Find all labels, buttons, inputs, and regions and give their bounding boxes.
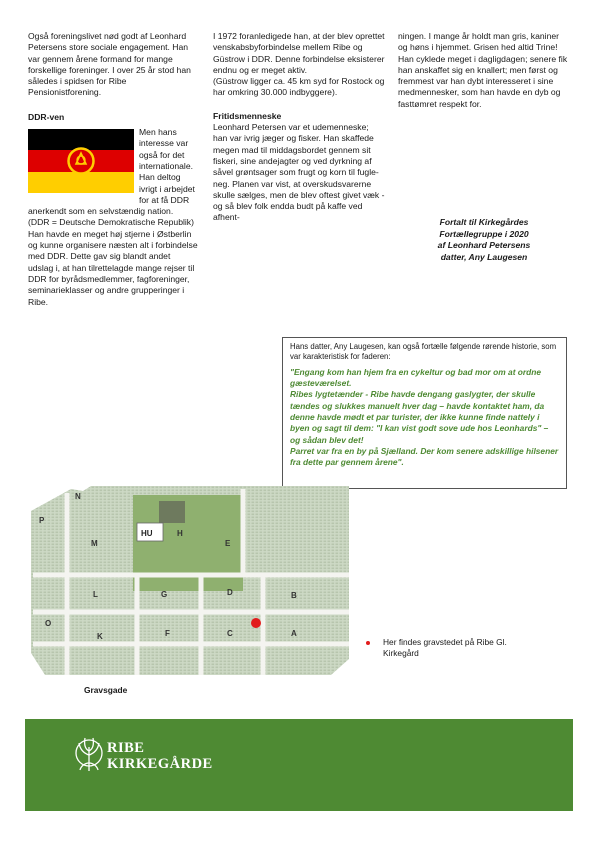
map-street-label: Gravsgade (84, 685, 128, 695)
story-intro: Hans datter, Any Laugesen, kan også fortælle følgende rørende historie, som var karakteristisk for faderen: (290, 342, 557, 362)
svg-text:L: L (93, 590, 98, 599)
svg-text:N: N (75, 492, 81, 501)
column-1 (28, 31, 198, 308)
footer-banner (25, 719, 573, 811)
paragraph-venskabsby: I 1972 foranledigede han, at der blev oprettet venskabsbyforbindelse mellem Ribe og Güstrow i DDR. Denne forbindelse eksisterer endnu og er meget aktiv. (213, 31, 385, 75)
paragraph-oestberlin: Han havde en meget høj stjerne i Østberlin og kunne organisere næsten alt i forbindelse med DDR. Dette gav sig blandt andet udslag i, at han tilrettelagde mange rejser til DDR for byrådsmedlemmer, fagforeninger, seminarieklasser og andre grupperinger i Ribe. (28, 228, 198, 307)
gdr-flag (28, 129, 134, 193)
cemetery-map (31, 483, 349, 683)
footer-logo-text (107, 740, 213, 772)
svg-text:H: H (177, 529, 183, 538)
legend-dot-icon (366, 641, 370, 645)
footer-line-1: RIBE (107, 740, 145, 756)
paragraph-ddr-interesse: Men hans interesse var også for det internationale. Han deltog ivrigt i arbejdet for at få DDR anerkendt som en selvstændig nation. (28, 127, 195, 217)
svg-text:M: M (91, 539, 98, 548)
svg-text:B: B (291, 591, 297, 600)
column-2 (213, 31, 385, 224)
heading-fritidsmenneske: Fritidsmenneske (213, 110, 282, 121)
svg-text:O: O (45, 619, 52, 628)
map-legend (366, 637, 536, 659)
svg-text:HU: HU (141, 529, 153, 538)
grave-location-marker (251, 618, 261, 628)
svg-text:E: E (225, 539, 231, 548)
heading-ddr-ven: DDR-ven (28, 111, 65, 122)
gdr-emblem-icon (67, 147, 95, 175)
paragraph-dyrehold: ningen. I mange år holdt man gris, kaniner og høns i hjemmet. Grisen hed altid Trine! Han cyklede meget i dagligdagen; senere fik han anskaffet sig en knallert; men først og fremmest var han dybt interesseret i sine medmennesker, som han havde en dyb og fasttømret respekt for. (398, 31, 568, 109)
credit-note (410, 217, 558, 263)
paragraph-guestrow: (Güstrow ligger ca. 45 km syd for Rostock og har omkring 30.000 indbyggere). (213, 76, 385, 98)
story-quote-2: Ribes lygtetænder - Ribe havde dengang gaslygter, der skulle tændes og slukkes manuelt hver dag – havde kontaktet ham, da denne havde mødt et par turister, der ikke kunne finde nattely i byen og sagt til dem: "I kan vist godt sove ude hos Leonhards" – og sådan blev det! (290, 389, 549, 445)
svg-text:D: D (227, 588, 233, 597)
svg-text:K: K (97, 632, 103, 641)
story-quote-3: Parret var fra en by på Sjælland. Der kom senere adskillige hilsener fra dette par gennem årene". (290, 445, 559, 468)
paragraph-udemenneske: Leonhard Petersen var et udemenneske; han var ivrig jæger og fisker. Han skaffede megen mad til middagsbordet gennem sit fiskeri, sine andejagter og ved dyrkning af såvel grøntsager som frugt og korn til fugle-neg. Planen var vist, at overskudsvarerne skulle sælges, men de blev oftest givet væk - og så blev folk endda budt på kaffe ved afhent- (213, 122, 385, 223)
column-3 (398, 31, 568, 110)
svg-text:C: C (227, 629, 233, 638)
credit-line-4: datter, Any Laugesen (440, 251, 528, 262)
legend-text: Her findes gravstedet på Ribe Gl. Kirkegård (383, 637, 507, 658)
credit-line-2: Fortællegruppe i 2020 (439, 228, 529, 239)
tree-logo-icon (75, 733, 103, 773)
svg-text:P: P (39, 516, 45, 525)
paragraph-foreningsliv: Også foreningslivet nød godt af Leonhard Petersens store sociale engagement. Han var gennem årene formand for mange forskellige foreninger. I over 25 år stod han således i spidsen for Ribe Pensionistforening. (28, 31, 191, 98)
credit-line-3: af Leonhard Petersens (437, 240, 531, 250)
story-quote-1: "Engang kom han hjem fra en cykeltur og bad mor om at ordne gæsteværelset. (290, 366, 542, 389)
footer-line-2: KIRKEGÅRDE (107, 756, 213, 772)
credit-line-1: Fortalt til Kirkegårdes (439, 217, 529, 227)
svg-text:F: F (165, 629, 170, 638)
svg-text:G: G (161, 590, 168, 599)
paragraph-ddr-forkortelse: (DDR = Deutsche Demokratische Republik) (28, 217, 194, 228)
svg-text:A: A (291, 629, 297, 638)
story-box (282, 337, 567, 489)
